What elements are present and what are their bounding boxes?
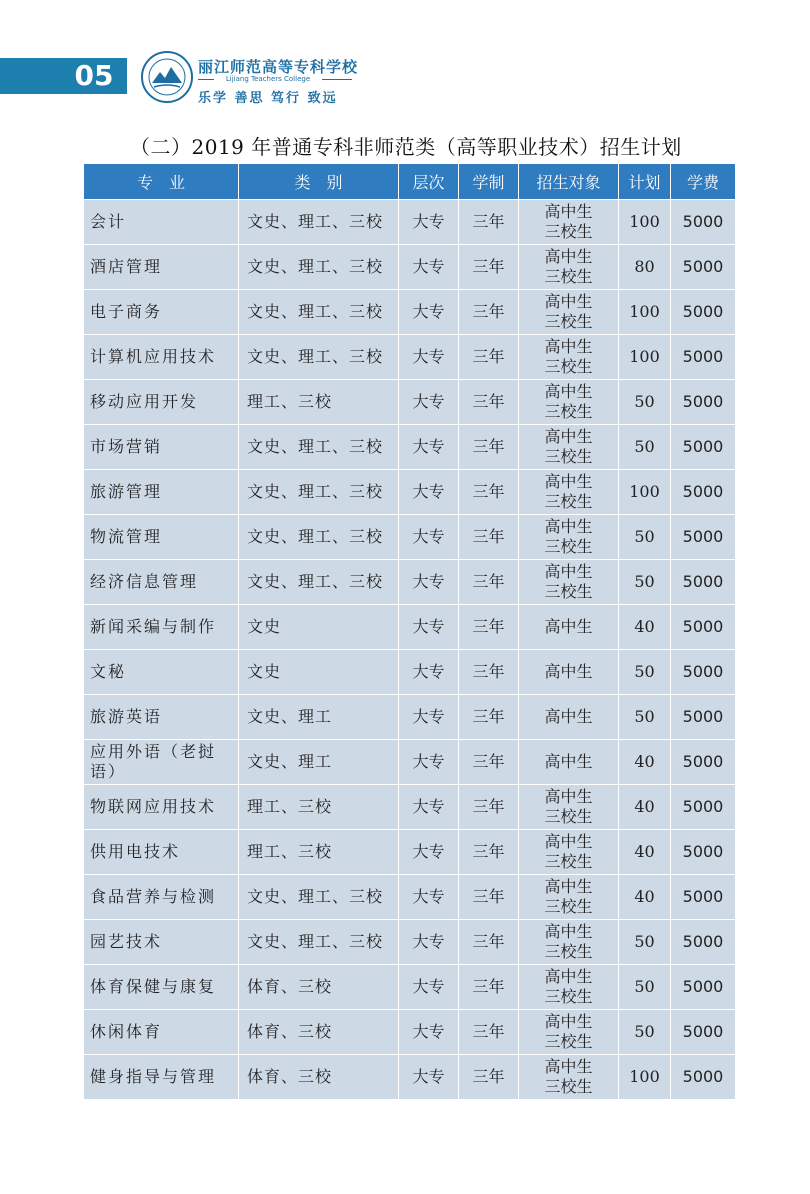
cell-plan: 50 <box>619 650 671 695</box>
cell-duration: 三年 <box>459 560 519 605</box>
cell-duration: 三年 <box>459 470 519 515</box>
table-row <box>84 200 736 245</box>
cell-major: 供用电技术 <box>84 830 239 875</box>
cell-plan: 40 <box>619 830 671 875</box>
cell-duration: 三年 <box>459 785 519 830</box>
table-row <box>84 920 736 965</box>
table-header-row <box>84 164 736 200</box>
cell-level: 大专 <box>399 740 459 785</box>
cell-level: 大专 <box>399 515 459 560</box>
cell-target: 高中生 三校生 <box>519 380 619 425</box>
column-header-fee: 学费 <box>671 164 736 200</box>
cell-major: 旅游管理 <box>84 470 239 515</box>
cell-level: 大专 <box>399 965 459 1010</box>
cell-major: 物联网应用技术 <box>84 785 239 830</box>
cell-duration: 三年 <box>459 605 519 650</box>
cell-category: 体育、三校 <box>239 1010 399 1055</box>
cell-level: 大专 <box>399 785 459 830</box>
cell-duration: 三年 <box>459 875 519 920</box>
cell-level: 大专 <box>399 830 459 875</box>
cell-target: 高中生 <box>519 605 619 650</box>
cell-target: 高中生 三校生 <box>519 785 619 830</box>
table-row <box>84 695 736 740</box>
cell-category: 文史、理工 <box>239 695 399 740</box>
cell-category: 文史、理工、三校 <box>239 200 399 245</box>
cell-plan: 50 <box>619 695 671 740</box>
table-row <box>84 650 736 695</box>
cell-fee: 5000 <box>671 560 736 605</box>
cell-plan: 40 <box>619 740 671 785</box>
table-row <box>84 605 736 650</box>
cell-level: 大专 <box>399 290 459 335</box>
cell-level: 大专 <box>399 920 459 965</box>
table-row <box>84 965 736 1010</box>
enrollment-plan-table <box>83 163 736 1100</box>
table-row <box>84 245 736 290</box>
table-row <box>84 560 736 605</box>
cell-major: 园艺技术 <box>84 920 239 965</box>
cell-category: 文史、理工、三校 <box>239 245 399 290</box>
cell-major: 应用外语（老挝语） <box>84 740 239 785</box>
cell-category: 文史、理工、三校 <box>239 515 399 560</box>
school-name: 丽江师范高等专科学校 <box>198 58 359 76</box>
cell-category: 文史 <box>239 605 399 650</box>
cell-level: 大专 <box>399 200 459 245</box>
page-number: 05 <box>74 59 114 92</box>
cell-level: 大专 <box>399 695 459 740</box>
cell-plan: 50 <box>619 425 671 470</box>
table-row <box>84 515 736 560</box>
cell-duration: 三年 <box>459 695 519 740</box>
cell-plan: 100 <box>619 470 671 515</box>
cell-plan: 100 <box>619 290 671 335</box>
cell-category: 文史、理工、三校 <box>239 335 399 380</box>
cell-fee: 5000 <box>671 605 736 650</box>
cell-fee: 5000 <box>671 695 736 740</box>
cell-level: 大专 <box>399 1010 459 1055</box>
cell-category: 理工、三校 <box>239 830 399 875</box>
cell-category: 体育、三校 <box>239 1055 399 1100</box>
school-logo-icon <box>140 50 194 104</box>
cell-category: 文史、理工、三校 <box>239 560 399 605</box>
cell-duration: 三年 <box>459 245 519 290</box>
cell-major: 电子商务 <box>84 290 239 335</box>
table-row <box>84 425 736 470</box>
cell-category: 文史 <box>239 650 399 695</box>
cell-level: 大专 <box>399 560 459 605</box>
cell-fee: 5000 <box>671 1055 736 1100</box>
cell-fee: 5000 <box>671 245 736 290</box>
cell-major: 物流管理 <box>84 515 239 560</box>
cell-plan: 100 <box>619 200 671 245</box>
cell-plan: 100 <box>619 1055 671 1100</box>
cell-duration: 三年 <box>459 830 519 875</box>
cell-target: 高中生 三校生 <box>519 1010 619 1055</box>
cell-level: 大专 <box>399 1055 459 1100</box>
cell-plan: 100 <box>619 335 671 380</box>
cell-duration: 三年 <box>459 200 519 245</box>
cell-category: 理工、三校 <box>239 785 399 830</box>
section-title: （二）2019 年普通专科非师范类（高等职业技术）招生计划 <box>130 135 682 159</box>
cell-fee: 5000 <box>671 785 736 830</box>
cell-category: 文史、理工、三校 <box>239 425 399 470</box>
column-header-duration: 学制 <box>459 164 519 200</box>
cell-plan: 50 <box>619 560 671 605</box>
cell-category: 文史、理工 <box>239 740 399 785</box>
cell-fee: 5000 <box>671 470 736 515</box>
column-header-level: 层次 <box>399 164 459 200</box>
cell-category: 文史、理工、三校 <box>239 470 399 515</box>
table-row <box>84 740 736 785</box>
cell-level: 大专 <box>399 245 459 290</box>
cell-duration: 三年 <box>459 515 519 560</box>
table-row <box>84 1055 736 1100</box>
cell-plan: 40 <box>619 605 671 650</box>
cell-target: 高中生 三校生 <box>519 335 619 380</box>
cell-major: 食品营养与检测 <box>84 875 239 920</box>
cell-duration: 三年 <box>459 920 519 965</box>
cell-target: 高中生 三校生 <box>519 875 619 920</box>
cell-plan: 40 <box>619 875 671 920</box>
cell-target: 高中生 三校生 <box>519 1055 619 1100</box>
cell-major: 新闻采编与制作 <box>84 605 239 650</box>
table-row <box>84 290 736 335</box>
cell-plan: 50 <box>619 1010 671 1055</box>
cell-fee: 5000 <box>671 290 736 335</box>
cell-target: 高中生 三校生 <box>519 830 619 875</box>
table-row <box>84 335 736 380</box>
table-row <box>84 830 736 875</box>
cell-level: 大专 <box>399 605 459 650</box>
cell-level: 大专 <box>399 470 459 515</box>
cell-major: 酒店管理 <box>84 245 239 290</box>
cell-major: 会计 <box>84 200 239 245</box>
cell-fee: 5000 <box>671 1010 736 1055</box>
column-header-major: 专 业 <box>84 164 239 200</box>
cell-duration: 三年 <box>459 1010 519 1055</box>
cell-plan: 80 <box>619 245 671 290</box>
cell-target: 高中生 <box>519 695 619 740</box>
cell-major: 休闲体育 <box>84 1010 239 1055</box>
cell-target: 高中生 三校生 <box>519 515 619 560</box>
cell-category: 文史、理工、三校 <box>239 875 399 920</box>
cell-fee: 5000 <box>671 920 736 965</box>
cell-target: 高中生 三校生 <box>519 200 619 245</box>
cell-major: 旅游英语 <box>84 695 239 740</box>
divider <box>322 79 352 80</box>
school-name-english: Lijiang Teachers College <box>225 75 311 83</box>
cell-level: 大专 <box>399 425 459 470</box>
cell-target: 高中生 三校生 <box>519 560 619 605</box>
divider <box>198 79 214 80</box>
cell-major: 健身指导与管理 <box>84 1055 239 1100</box>
cell-level: 大专 <box>399 380 459 425</box>
cell-fee: 5000 <box>671 335 736 380</box>
cell-plan: 50 <box>619 515 671 560</box>
table-row <box>84 785 736 830</box>
cell-major: 计算机应用技术 <box>84 335 239 380</box>
school-motto: 乐学 善思 笃行 致远 <box>198 91 338 106</box>
cell-plan: 40 <box>619 785 671 830</box>
cell-category: 文史、理工、三校 <box>239 290 399 335</box>
cell-duration: 三年 <box>459 380 519 425</box>
cell-duration: 三年 <box>459 425 519 470</box>
column-header-target: 招生对象 <box>519 164 619 200</box>
cell-plan: 50 <box>619 965 671 1010</box>
cell-fee: 5000 <box>671 425 736 470</box>
cell-target: 高中生 三校生 <box>519 470 619 515</box>
cell-duration: 三年 <box>459 965 519 1010</box>
cell-major: 文秘 <box>84 650 239 695</box>
cell-major: 移动应用开发 <box>84 380 239 425</box>
cell-level: 大专 <box>399 650 459 695</box>
cell-target: 高中生 三校生 <box>519 965 619 1010</box>
cell-major: 市场营销 <box>84 425 239 470</box>
cell-plan: 50 <box>619 920 671 965</box>
cell-fee: 5000 <box>671 200 736 245</box>
cell-fee: 5000 <box>671 650 736 695</box>
cell-target: 高中生 三校生 <box>519 290 619 335</box>
cell-category: 文史、理工、三校 <box>239 920 399 965</box>
cell-plan: 50 <box>619 380 671 425</box>
cell-duration: 三年 <box>459 335 519 380</box>
cell-major: 经济信息管理 <box>84 560 239 605</box>
cell-level: 大专 <box>399 875 459 920</box>
cell-level: 大专 <box>399 335 459 380</box>
cell-target: 高中生 三校生 <box>519 920 619 965</box>
cell-category: 理工、三校 <box>239 380 399 425</box>
cell-target: 高中生 <box>519 650 619 695</box>
table-row <box>84 470 736 515</box>
column-header-plan: 计划 <box>619 164 671 200</box>
column-header-category: 类 别 <box>239 164 399 200</box>
cell-fee: 5000 <box>671 380 736 425</box>
cell-fee: 5000 <box>671 515 736 560</box>
cell-duration: 三年 <box>459 1055 519 1100</box>
cell-category: 体育、三校 <box>239 965 399 1010</box>
cell-duration: 三年 <box>459 290 519 335</box>
cell-fee: 5000 <box>671 830 736 875</box>
cell-target: 高中生 三校生 <box>519 425 619 470</box>
cell-target: 高中生 三校生 <box>519 245 619 290</box>
cell-duration: 三年 <box>459 650 519 695</box>
cell-fee: 5000 <box>671 740 736 785</box>
table-row <box>84 1010 736 1055</box>
cell-major: 体育保健与康复 <box>84 965 239 1010</box>
table-row <box>84 875 736 920</box>
cell-duration: 三年 <box>459 740 519 785</box>
table-row <box>84 380 736 425</box>
cell-fee: 5000 <box>671 875 736 920</box>
cell-target: 高中生 <box>519 740 619 785</box>
cell-fee: 5000 <box>671 965 736 1010</box>
